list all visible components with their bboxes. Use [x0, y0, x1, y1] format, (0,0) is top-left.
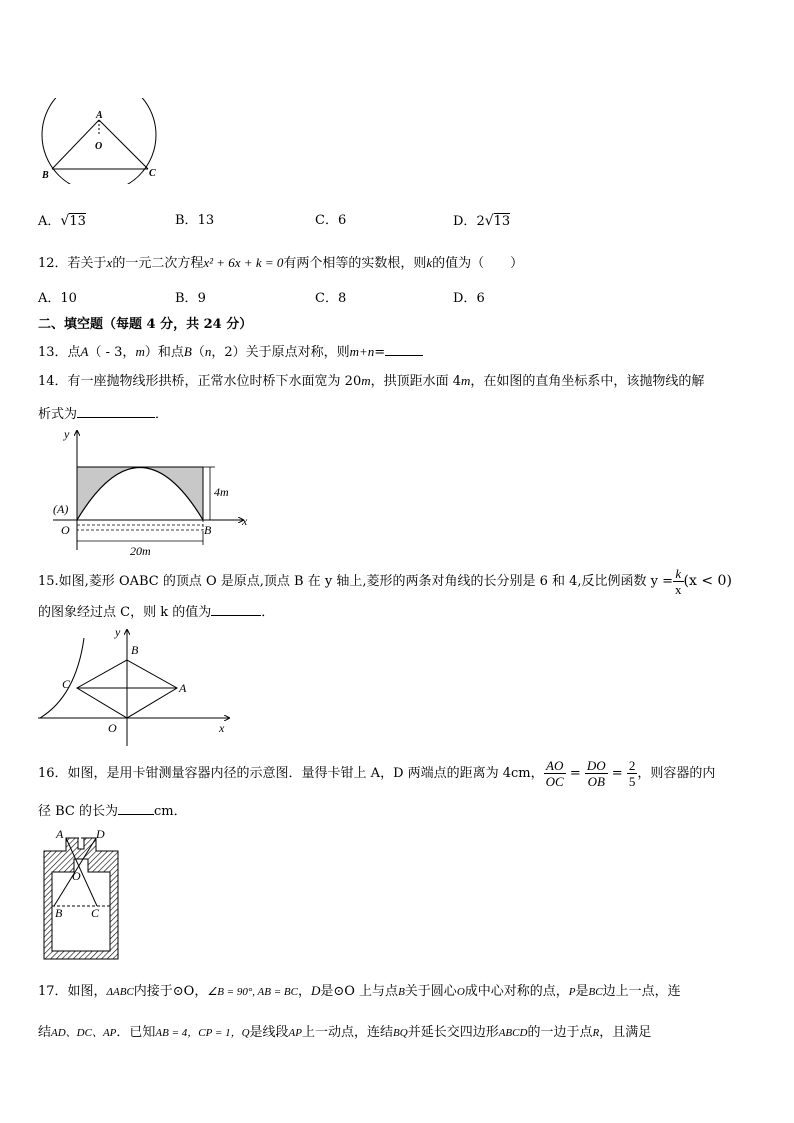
label-b: B [55, 906, 63, 920]
label-y: y [115, 626, 121, 639]
label-o: O [61, 523, 70, 537]
q17-line1: 17．如图，ΔABC内接于⊙O，∠B = 90°, AB = BC，D是⊙O 上与点B关于圆心O成中心对称的点，P是BC边上一点，连 [38, 983, 681, 999]
label-a: A [96, 110, 103, 121]
q12-option-c[interactable]: C．8 [315, 291, 347, 306]
q13-stem: 13．点A（ - 3，m）和点B（n，2）关于原点对称，则m+n= [38, 342, 423, 362]
q11-option-a[interactable]: A．√13 [38, 213, 86, 229]
sqrt-icon: √ [484, 213, 494, 229]
container-wall [44, 838, 118, 959]
q14-line1: 14．有一座抛物线形拱桥，正常水位时桥下水面宽为 20m，拱顶距水面 4m，在如图的直角坐标系中，该抛物线的解 [38, 373, 705, 389]
fraction-2-5: $\frac{2}{5}$ [628, 758, 636, 789]
label-c: C [91, 906, 100, 920]
q12-option-b[interactable]: B．9 [175, 291, 206, 306]
label-o: O [72, 869, 81, 883]
circle-triangle-figure [38, 98, 164, 184]
segment-ab [52, 120, 99, 169]
q14-line2: 析式为 ． [38, 404, 168, 424]
label-c: C [149, 168, 156, 179]
label-o: O [108, 721, 117, 735]
label-c: C [62, 677, 71, 691]
caliper-container-figure [36, 826, 126, 962]
label-y: y [64, 427, 70, 441]
parabola-bridge-figure [48, 425, 258, 557]
q12-option-d[interactable]: D．6 [453, 291, 485, 306]
label-x: x [219, 721, 225, 735]
label-width: 20m [130, 544, 151, 557]
fraction-ao-oc: $\frac{AO}{OC}$ [545, 758, 564, 789]
rhombus-hyperbola-figure [36, 626, 236, 748]
q12-stem: 12．若关于x的一元二次方程x² + 6x + k = 0有两个相等的实数根，则k的值为（ ） [38, 255, 524, 271]
fraction-k-over-x: $\frac{k}{x}$ [675, 566, 682, 597]
segment-ac [99, 120, 148, 169]
q17-line2: 结AD、DC、AP．已知AB = 4，CP = 1，Q是线段AP上一动点，连结BQ并延长交四边形ABCD的一边于点R，且满足 [38, 1025, 652, 1040]
label-x: x [242, 514, 248, 528]
label-height: 4m [214, 485, 229, 499]
q11-option-c[interactable]: C．6 [315, 213, 347, 228]
q11-option-d[interactable]: D．2√13 [453, 213, 511, 229]
answer-blank[interactable] [211, 602, 261, 616]
label-a: (A) [53, 502, 69, 516]
label-b: B [131, 643, 139, 657]
label-a: A [56, 827, 64, 841]
label-o: O [95, 141, 103, 152]
label-b: B [42, 170, 49, 181]
answer-blank[interactable] [77, 404, 155, 418]
q16-line1: 16．如图，是用卡钳测量容器内径的示意图．量得卡钳上 A，D 两端点的距离为 4cm， $\frac{AO}{OC}$ = $\frac{DO}{OB}$ = $\frac{2}{5}$ ，则容器的内 [38, 758, 716, 789]
q15-line2: 的图象经过点 C，则 k 的值为 ． [38, 602, 274, 622]
answer-blank[interactable] [385, 342, 423, 356]
section-heading: 二、填空题（每题 4 分，共 24 分） [38, 317, 253, 332]
q12-option-a[interactable]: A．10 [38, 291, 77, 306]
q16-line2: 径 BC 的长为 cm． [38, 801, 187, 821]
fraction-do-ob: $\frac{DO}{OB}$ [586, 758, 606, 789]
label-a: A [179, 681, 187, 695]
sqrt-icon: √ [60, 213, 70, 229]
q15-line1: 15.如图,菱形 OABC 的顶点 O 是原点,顶点 B 在 y 轴上,菱形的两条对角线的长分别是 6 和 4,反比例函数 y = $\frac{k}{x}$ (x < 0) [38, 566, 732, 597]
answer-blank[interactable] [118, 801, 154, 815]
q11-option-b[interactable]: B．13 [175, 213, 215, 228]
label-b: B [204, 523, 212, 537]
label-d: D [96, 827, 105, 841]
